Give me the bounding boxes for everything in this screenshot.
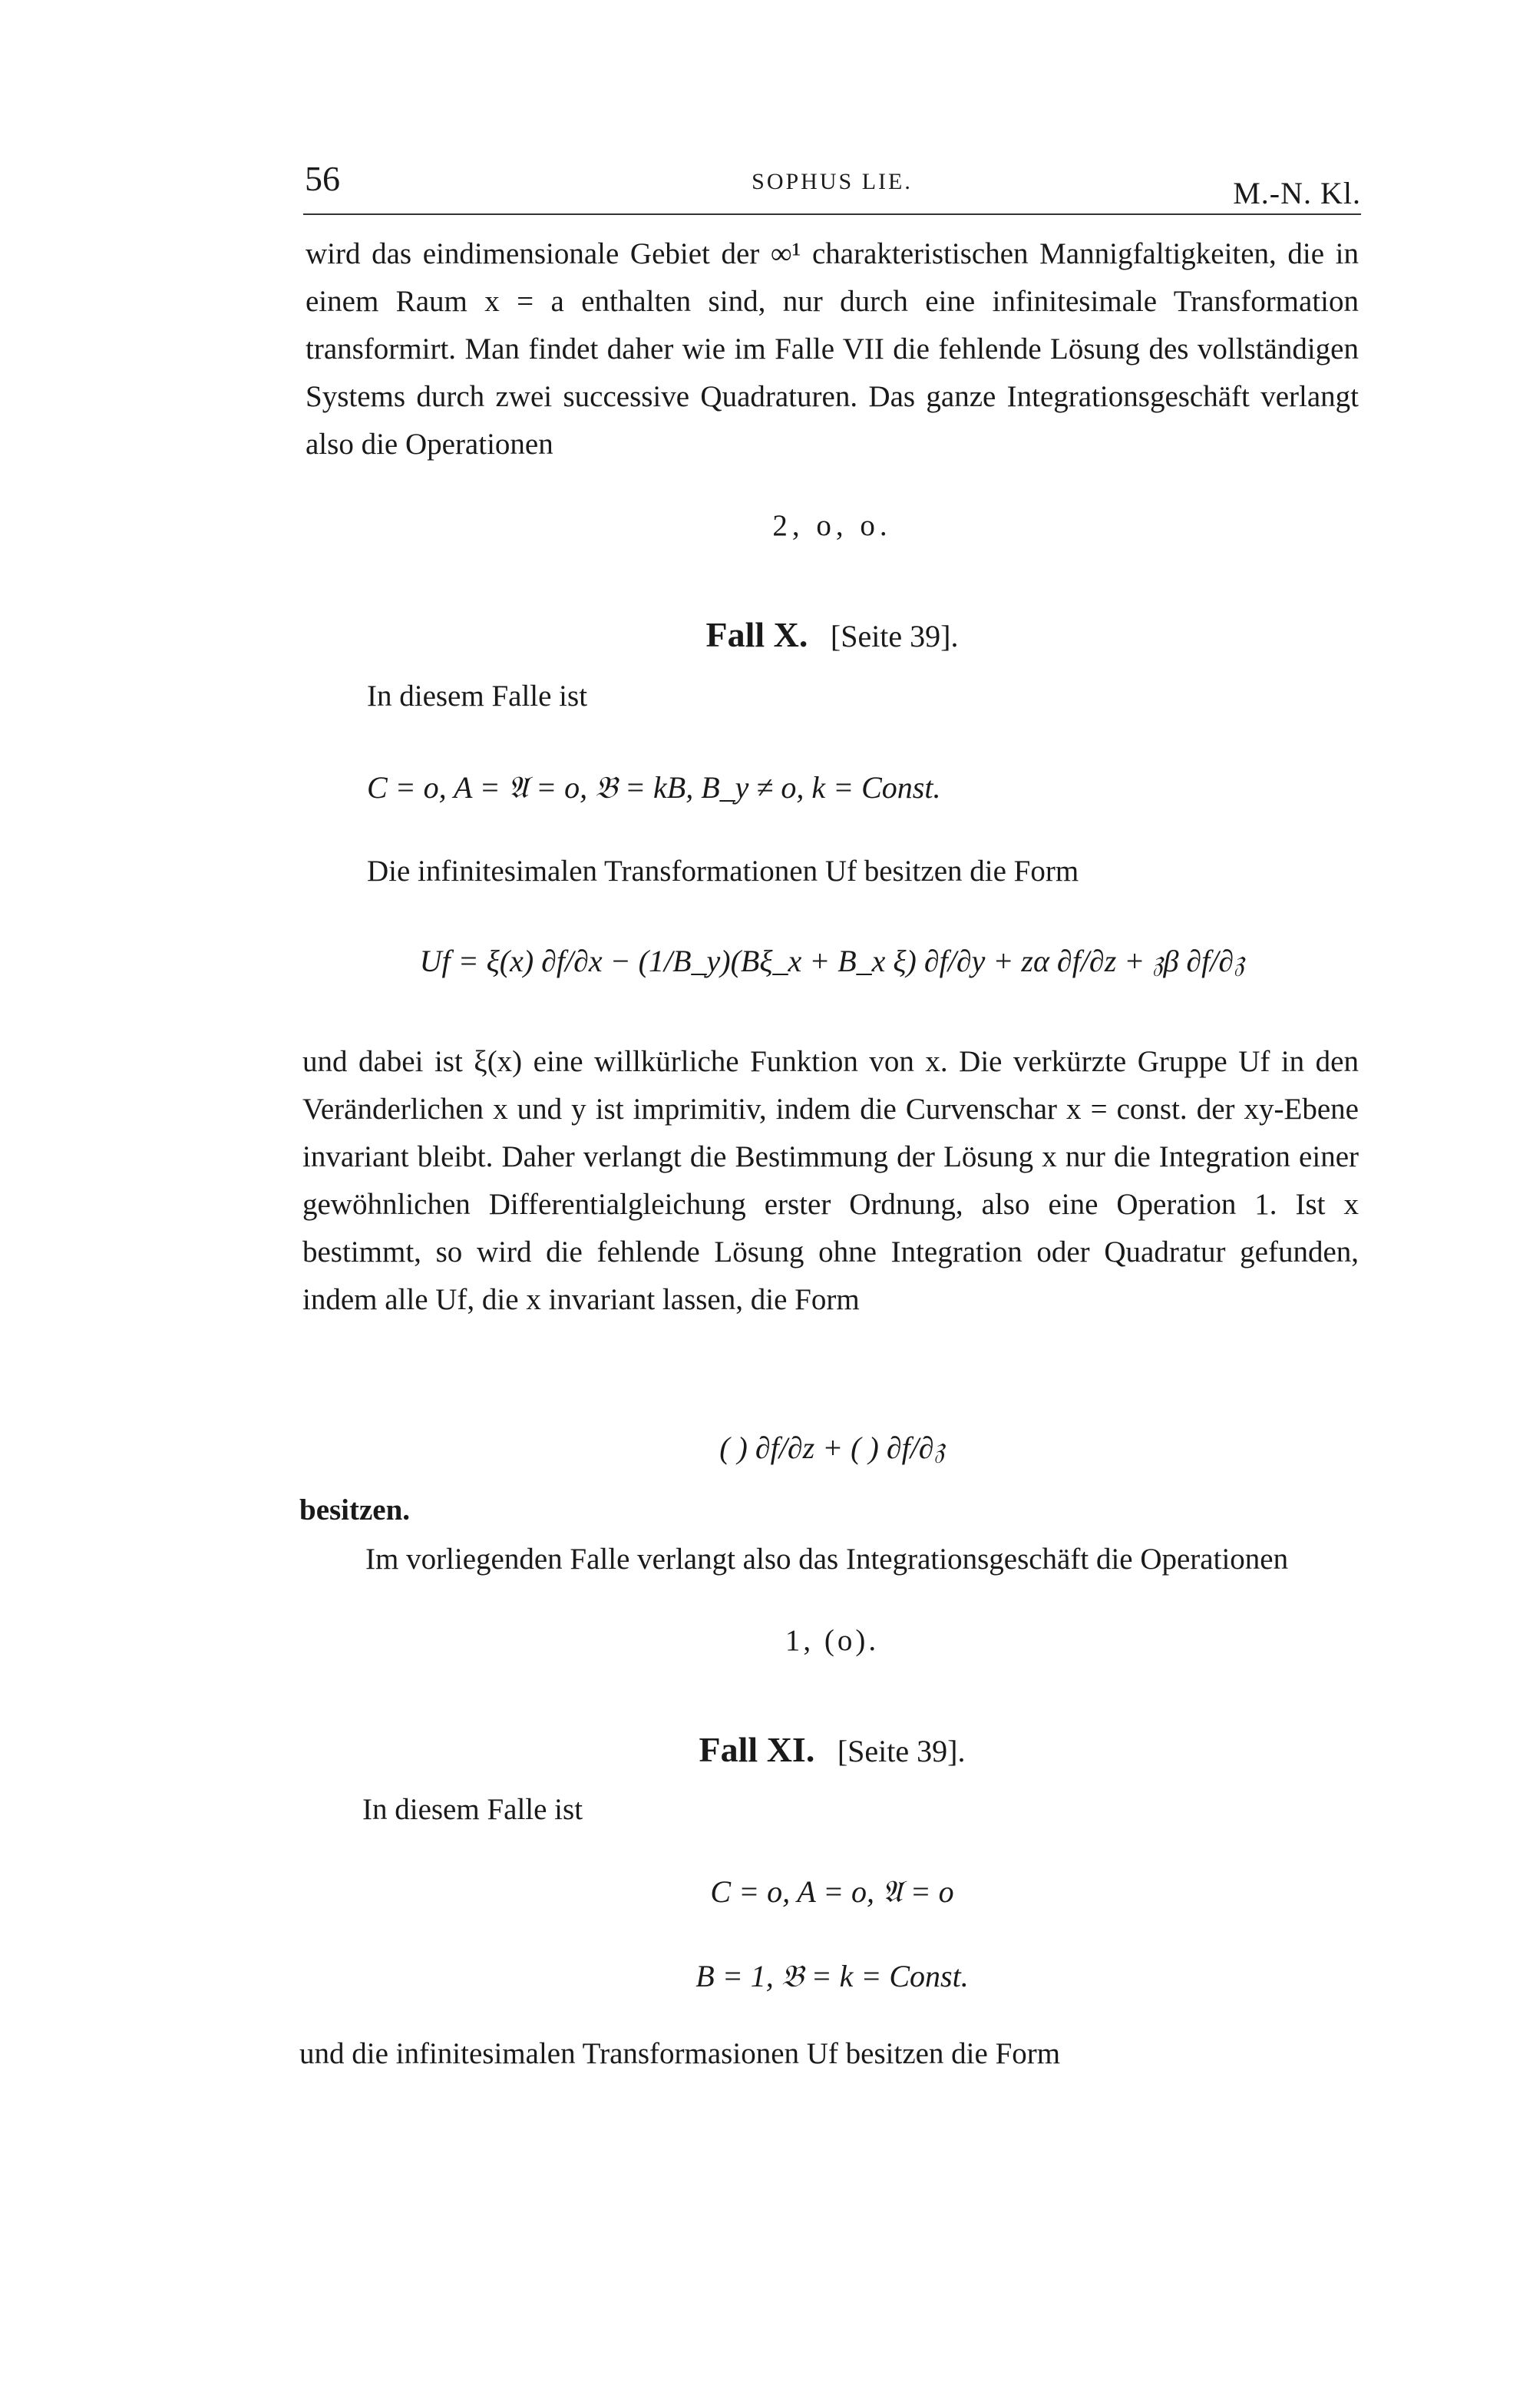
fall-xi-intro: In diesem Falle ist (362, 1793, 583, 1826)
fall-xi-conditions-2: B = 1, 𝔅 = k = Const. (695, 1959, 969, 1993)
fall-x-conditions: C = o, A = 𝔄 = o, 𝔅 = kB, B_y ≠ o, k = Const. (367, 770, 941, 805)
fall-x-heading (306, 614, 1359, 655)
fall-xi-ref: [Seite 39]. (837, 1734, 966, 1768)
paragraph-1 (306, 230, 1359, 468)
section-abbrev: M.-N. Kl. (1233, 176, 1361, 210)
fall-x-transform-intro: Die infinitesimalen Transformationen Uf besitzen die Form (367, 855, 1079, 888)
fall-xi-conditions-1: C = o, A = o, 𝔄 = o (710, 1874, 954, 1909)
fall-x-paragraph: und dabei ist ξ(x) eine willkürliche Funktion von x. Die verkürzte Gruppe Uf in den Veränderlichen x und y ist imprimitiv, indem die Curvenschar x = const. der xy-Ebene invariant bleibt. Daher verlangt die Bestimmung der Lösung x nur die Integration einer gewöhnlichen Differentialgleichung erster Ordnung, also eine Operation 1. Ist x bestimmt, so wird die fehlende Lösung ohne Integration oder Quadratur gefunden, indem alle Uf, die x invariant lassen, die Form (302, 1045, 1359, 1316)
page-number: 56 (305, 159, 340, 198)
running-title: SOPHUS LIE. (752, 169, 913, 194)
fall-x-besitzen: besitzen. (299, 1493, 411, 1526)
fall-x-ref: [Seite 39]. (830, 619, 959, 653)
fall-x-form: ( ) ∂f/∂z + ( ) ∂f/∂𝔷 (719, 1431, 945, 1465)
fall-xi-heading (306, 1729, 1359, 1770)
fall-x-operations: 1, (o). (785, 1624, 880, 1657)
page-header (303, 152, 1361, 215)
fall-x-intro: In diesem Falle ist (367, 680, 588, 713)
paragraph-1-text: wird das eindimensionale Gebiet der ∞¹ charakteristischen Mannigfaltigkeiten, die in einem Raum x = a enthalten sind, nur durch eine infinitesimale Transformation transformirt. Man findet daher wie im Falle VII die fehlende Lösung des vollständigen Systems durch zwei successive Quadraturen. Das ganze Integrationsgeschäft verlangt also die Operationen (306, 237, 1359, 461)
fall-x-closing: Im vorliegenden Falle verlangt also das Integrationsgeschäft die Operationen (365, 1543, 1289, 1576)
operations-1: 2, o, o. (772, 509, 892, 542)
fall-x-formula: Uf = ξ(x) ∂f/∂x − (1/B_y)(Bξ_x + B_x ξ) ∂f/∂y + zα ∂f/∂z + 𝔷β ∂f/∂𝔷 (419, 944, 1245, 978)
fall-x-title: Fall X. (705, 615, 808, 654)
fall-xi-closing: und die infinitesimalen Transformasionen Uf besitzen die Form (299, 2037, 1061, 2070)
fall-xi-title: Fall XI. (699, 1730, 815, 1769)
